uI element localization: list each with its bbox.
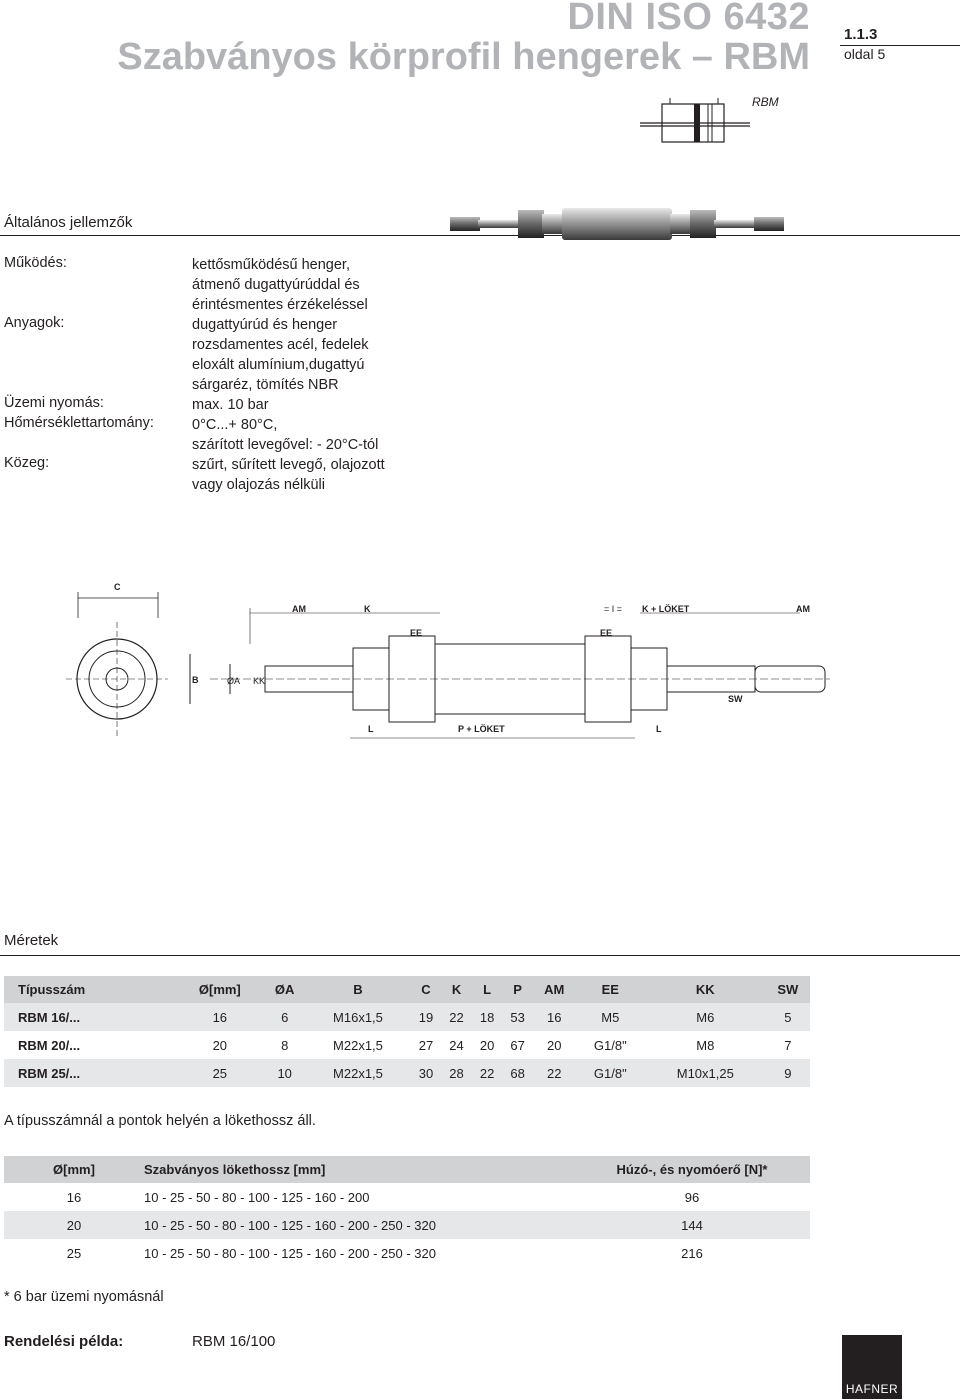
spec-value-pressure: max. 10 bar (192, 397, 269, 413)
dimensions-heading: Méretek (4, 932, 59, 949)
spec-label-operation: Működés: (4, 255, 67, 271)
dimensions-table (4, 976, 810, 1087)
table-row: RBM 16/... 16 6 M16x1,5 19 22 18 53 16 M5 M6 5 (4, 1003, 810, 1031)
spec-label-pressure: Üzemi nyomás: (4, 395, 104, 411)
col-header: K (441, 976, 472, 1003)
label-L-left: L (368, 724, 374, 734)
col-header: AM (533, 976, 576, 1003)
spec-value-medium: szűrt, sűrített levegő, olajozott vagy olajozás nélküli (192, 457, 385, 493)
col-header: Ø[mm] (4, 1156, 144, 1183)
col-header: ØA (264, 976, 305, 1003)
col-header: EE (576, 976, 645, 1003)
table-row: 20 10 - 25 - 50 - 80 - 100 - 125 - 160 - 200 - 250 - 320 144 (4, 1211, 810, 1239)
label-B: B (192, 675, 199, 685)
order-example-value: RBM 16/100 (192, 1333, 276, 1350)
table-row: 16 10 - 25 - 50 - 80 - 100 - 125 - 160 - 200 96 (66, 1189, 700, 1205)
label-AM: AM (292, 604, 306, 614)
col-header: KK (645, 976, 766, 1003)
label-C: C (114, 582, 121, 592)
label-AM-right: AM (796, 604, 810, 614)
spec-value-operation: kettősműködésű henger, átmenő dugattyúrúddal és érintésmentes érzékeléssel (192, 257, 368, 313)
col-header: L (472, 976, 503, 1003)
table-header-row (4, 976, 810, 1003)
page-title-line2: Szabványos körprofil hengerek – RBM (117, 36, 810, 78)
col-header: Szabványos lökethossz [mm] (144, 1156, 574, 1183)
col-header: C (411, 976, 442, 1003)
order-example-label: Rendelési példa: (4, 1333, 124, 1350)
spec-value-temperature: 0°C...+ 80°C, szárított levegővel: - 20°C-tól (192, 417, 379, 453)
col-header: Ø[mm] (176, 976, 265, 1003)
label-SW: SW (728, 694, 743, 704)
col-header: SW (766, 976, 810, 1003)
label-OA: ØA (227, 676, 241, 686)
label-EE-left: EE (410, 628, 423, 638)
page-number: oldal 5 (844, 46, 886, 62)
page-title-line1: DIN ISO 6432 (567, 0, 810, 38)
label-EE-right: EE (600, 628, 613, 638)
table-header-row (4, 1156, 810, 1183)
table-row: 25 10 - 25 - 50 - 80 - 100 - 125 - 160 - 200 - 250 - 320 216 (66, 1245, 703, 1261)
dimension-drawing (60, 578, 840, 758)
end-view (66, 582, 168, 736)
stroke-table (4, 1156, 810, 1267)
label-KK: KK (253, 676, 266, 686)
spec-value-materials: dugattyúrúd és henger rozsdamentes acél, fedelek eloxált alumínium,dugattyú sárgaréz, tömítés NBR (192, 317, 369, 393)
symbol-label: RBM (752, 95, 779, 109)
spec-label-temperature: Hőmérséklettartomány: (4, 415, 154, 431)
side-view (190, 604, 830, 738)
hafner-logo (842, 1335, 902, 1399)
label-eq: = I = (604, 604, 623, 614)
typecode-note: A típusszámnál a pontok helyén a lökethossz áll. (4, 1113, 316, 1129)
table-row: RBM 25/... 25 10 M22x1,5 30 28 22 68 22 G1/8" M10x1,25 9 (4, 1059, 810, 1087)
cylinder-photo (448, 200, 788, 256)
label-L-right: L (656, 724, 662, 734)
label-K: K (364, 604, 371, 614)
col-header: Húzó-, és nyomóerő [N]* (574, 1156, 810, 1183)
spec-label-medium: Közeg: (4, 455, 50, 471)
table-row: RBM 20/... 20 8 M22x1,5 27 24 20 67 20 G1/8" M8 7 (18, 1037, 792, 1053)
general-heading: Általános jellemzők (4, 214, 133, 231)
dimensions-rule (0, 955, 960, 956)
spec-label-materials: Anyagok: (4, 315, 65, 331)
label-P-loket: P + LÖKET (458, 724, 505, 734)
cylinder-symbol-icon (640, 96, 750, 152)
pressure-footnote: * 6 bar üzemi nyomásnál (4, 1289, 164, 1305)
section-number: 1.1.3 (844, 26, 878, 43)
logo-text: HAFNER (845, 1382, 899, 1396)
label-K-loket: K + LÖKET (642, 604, 690, 614)
col-header: P (502, 976, 533, 1003)
col-header: B (305, 976, 410, 1003)
col-header: Típusszám (4, 976, 176, 1003)
